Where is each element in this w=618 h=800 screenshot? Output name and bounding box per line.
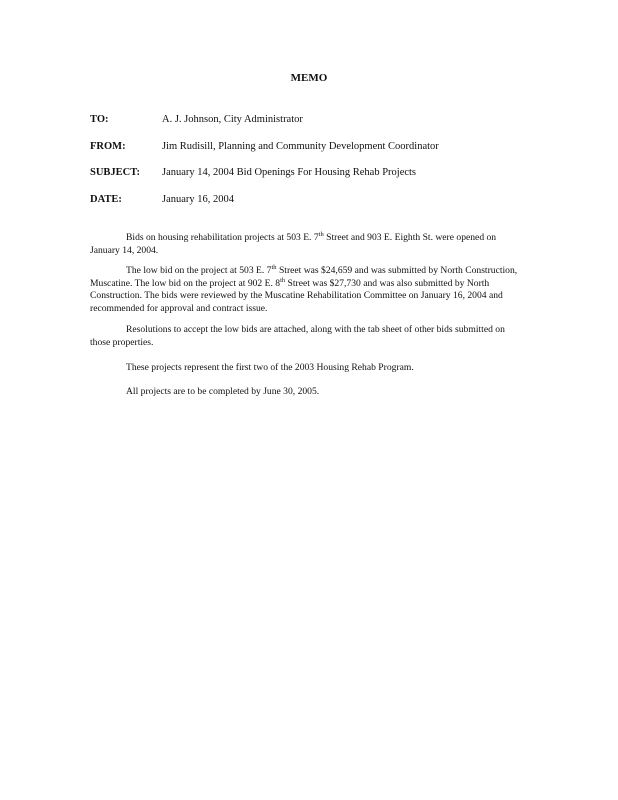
paragraph-resolutions: Resolutions to accept the low bids are attached, along with the tab sheet of other bids submitted on those properties.	[90, 324, 505, 348]
text: Bids on housing rehabilitation projects at 503 E. 7	[126, 232, 319, 243]
to-value: A. J. Johnson, City Administrator	[162, 114, 303, 125]
paragraph-program: These projects represent the first two of the 2003 Housing Rehab Program.	[126, 362, 414, 373]
text: The low bid on the project at 503 E. 7	[126, 265, 272, 276]
text: Street and 903 E. Eighth St. were opened on January 14, 2004.	[90, 232, 497, 256]
subject-label: SUBJECT:	[90, 167, 140, 178]
superscript: th	[271, 263, 277, 271]
superscript: th	[318, 230, 324, 238]
date-value: January 16, 2004	[162, 194, 235, 205]
from-label: FROM:	[90, 141, 126, 152]
paragraph-bid-openings	[90, 232, 522, 257]
memo-title: MEMO	[290, 72, 328, 84]
superscript: th	[280, 276, 286, 284]
subject-value: January 14, 2004 Bid Openings For Housing Rehab Projects	[162, 167, 417, 178]
paragraph-low-bids	[90, 265, 522, 315]
from-value: Jim Rudisill, Planning and Community Development Coordinator	[162, 141, 439, 152]
text: Street was $27,730 and was also submitted by North Construction. The bids were reviewed by the Muscatine Rehabilitation Committee on January 16, 2004 and recommended for approval and contract issue.	[90, 277, 503, 314]
text: Street was $24,659 and was submitted by North Construction, Muscatine. The low bid on the project at 902 E. 8	[90, 265, 518, 289]
date-label: DATE:	[90, 194, 122, 205]
to-label: TO:	[90, 114, 109, 125]
paragraph-completion: All projects are to be completed by June 30, 2005.	[126, 386, 320, 397]
